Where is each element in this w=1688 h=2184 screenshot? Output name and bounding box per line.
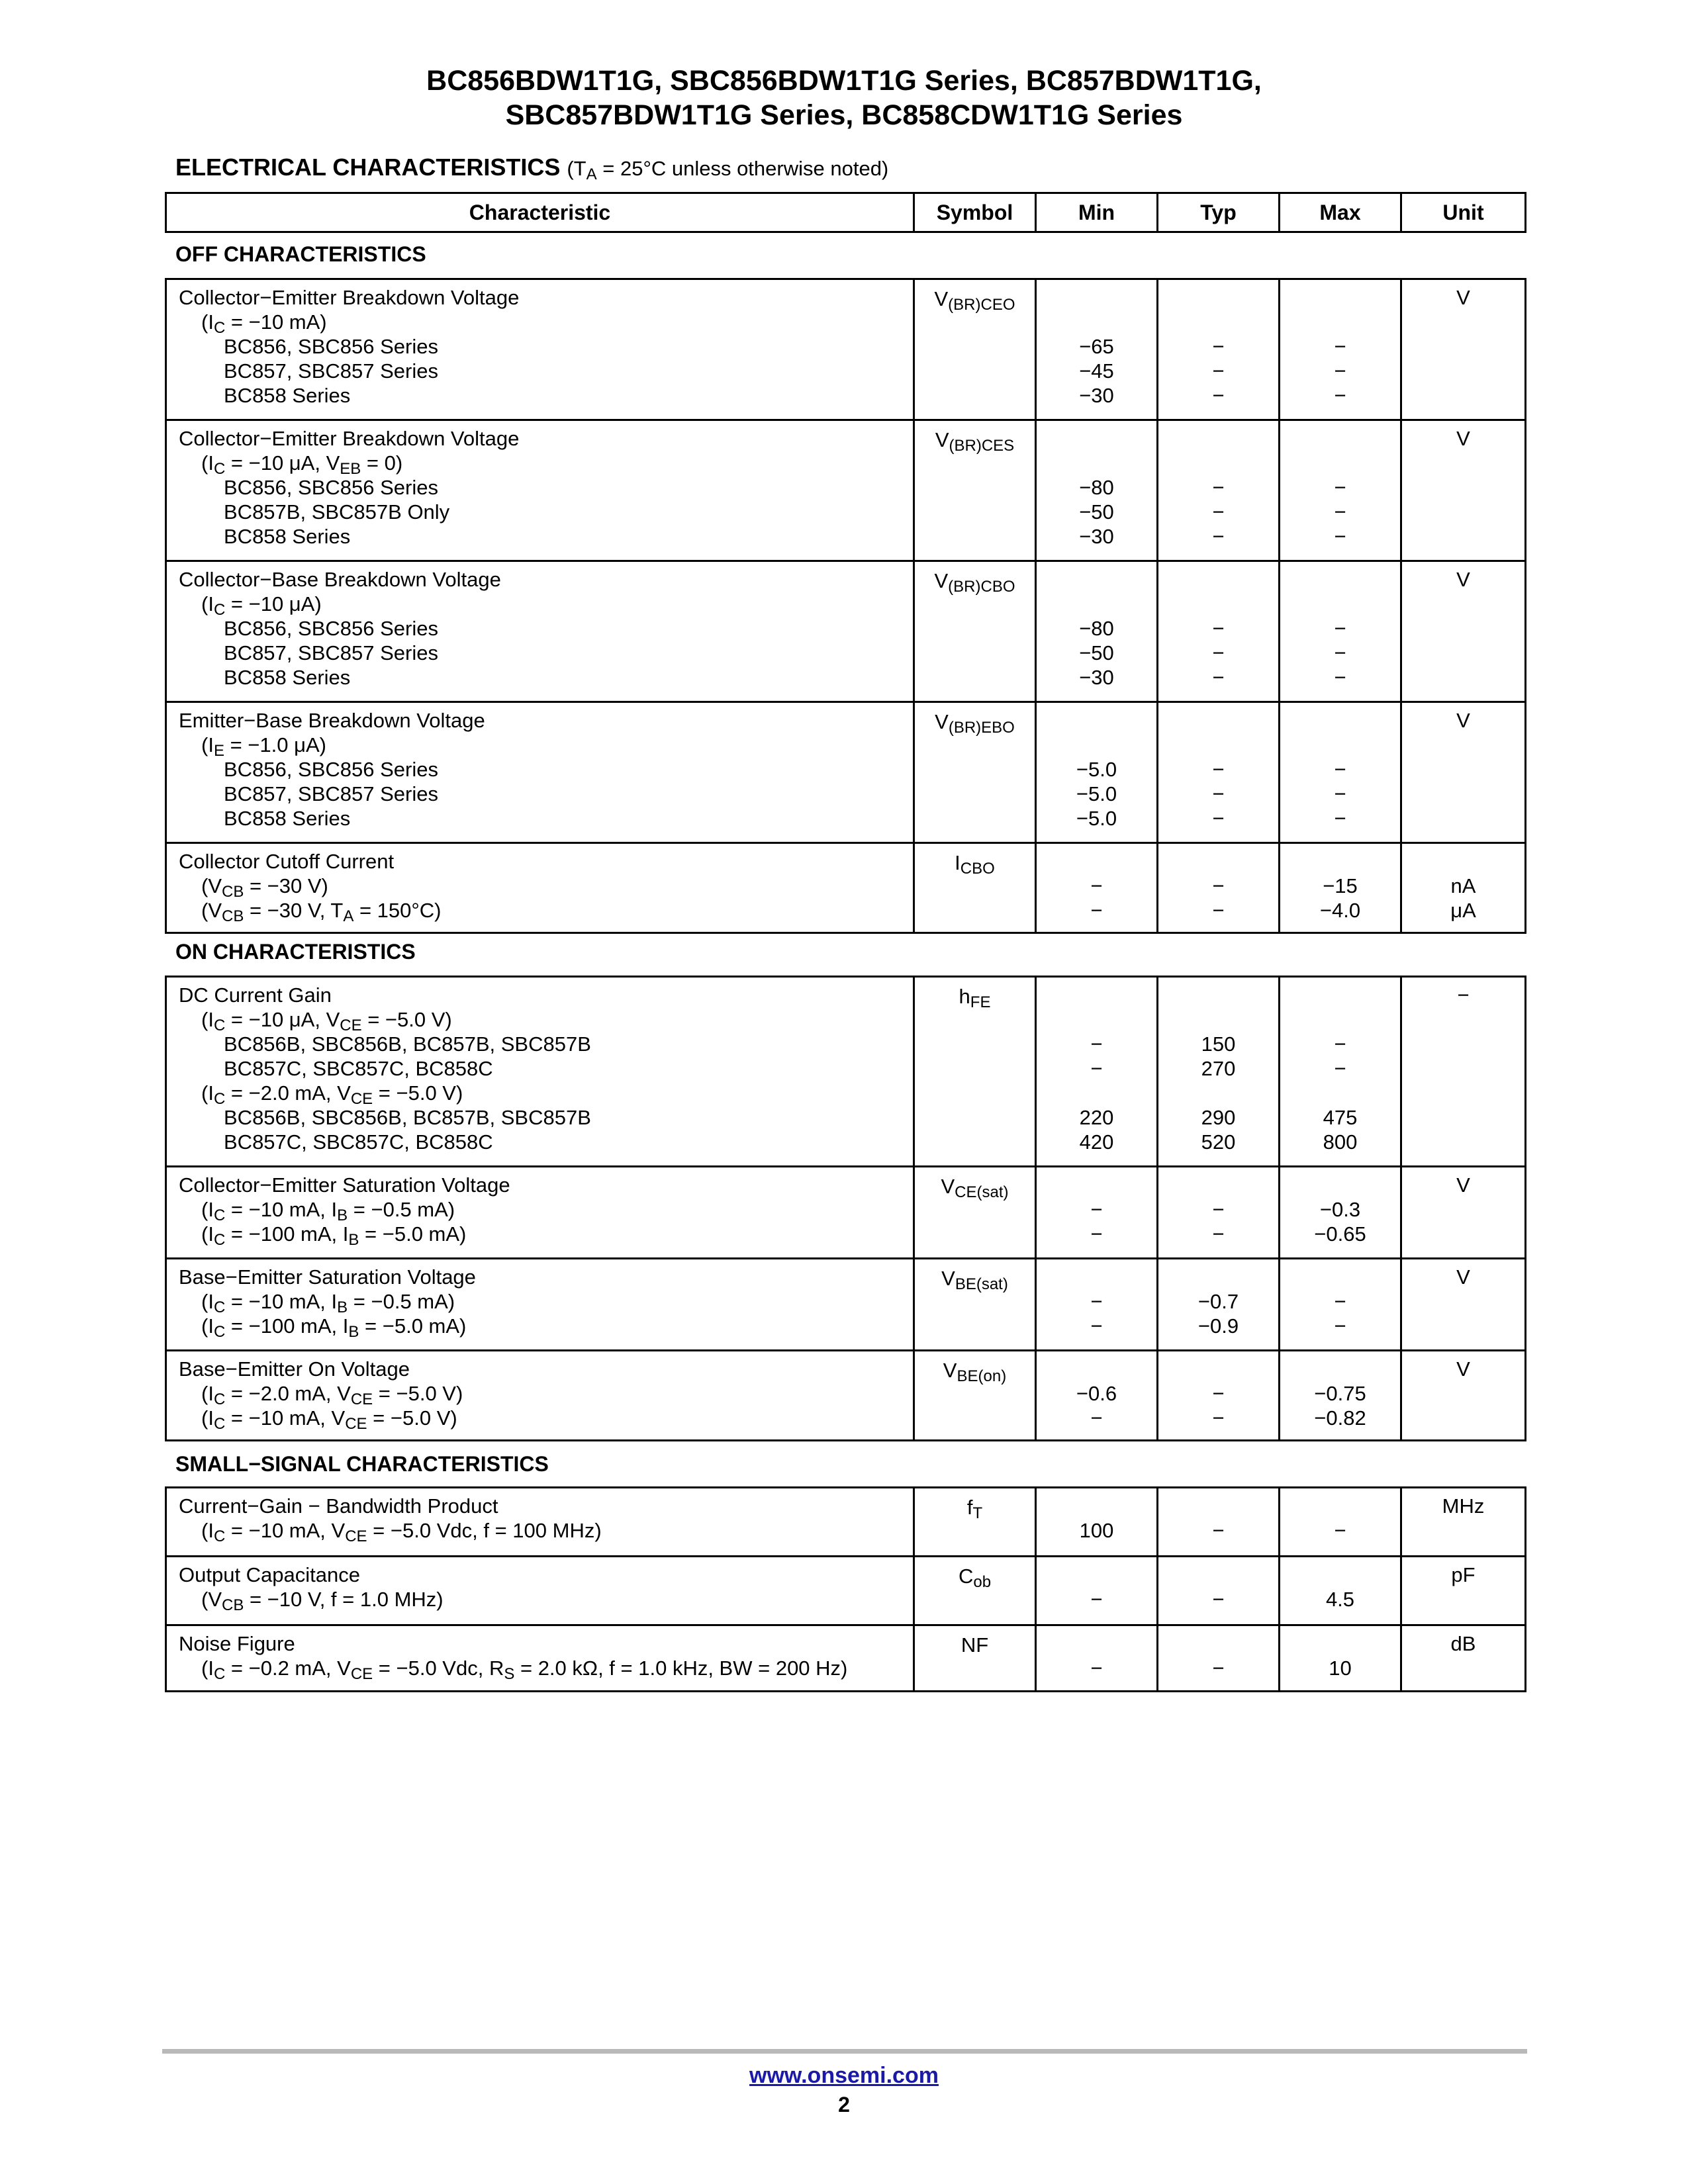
typ-cell: −: [1158, 1488, 1280, 1557]
min-cell: −80 −50 −30: [1036, 420, 1158, 561]
unit-cell: −: [1401, 977, 1526, 1167]
unit-cell: V: [1401, 702, 1526, 843]
symbol-cell: $I_{CBO}$: [914, 843, 1036, 933]
symbol-cell: $h_{FE}$: [914, 977, 1036, 1167]
characteristic-cell: Noise Figure ($I_C = -0.2$ mA, $V_{CE} = -5.0$ Vdc, $R_S = 2.0$ kΩ, f = 1.0 kHz, BW = 200 Hz): [166, 1625, 914, 1692]
unit-cell: nA μA: [1401, 843, 1526, 933]
characteristic-cell: Emitter−Base Breakdown Voltage ($I_E = -1.0$ μA) BC856, SBC856 Series BC857, SBC857 Series BC858 Series: [166, 702, 914, 843]
min-cell: − −: [1036, 843, 1158, 933]
table-row: [166, 1488, 1526, 1557]
unit-cell: dB: [1401, 1625, 1526, 1692]
unit-cell: V: [1401, 420, 1526, 561]
off-characteristics-heading: OFF CHARACTERISTICS: [175, 242, 426, 266]
website-link[interactable]: www.onsemi.com: [749, 2063, 939, 2088]
table-row: [166, 702, 1526, 843]
max-cell: − − −: [1280, 279, 1401, 420]
unit-cell: V: [1401, 1351, 1526, 1441]
footer-divider: [162, 2049, 1527, 2054]
on-characteristics-table: [165, 976, 1526, 1441]
spec-table-header: [165, 192, 1526, 233]
table-row: [166, 279, 1526, 420]
min-cell: −65 −45 −30: [1036, 279, 1158, 420]
max-cell: −: [1280, 1488, 1401, 1557]
characteristic-cell: Collector−Emitter Breakdown Voltage ($I_C = -10$ μA, $V_{EB} = 0$) BC856, SBC856 Series BC857B, SBC857B Only BC858 Series: [166, 420, 914, 561]
max-cell: 10: [1280, 1625, 1401, 1692]
typ-cell: − − −: [1158, 561, 1280, 702]
unit-cell: V: [1401, 1259, 1526, 1351]
symbol-cell: $V_{CE(sat)}$: [914, 1167, 1036, 1259]
characteristic-cell: Collector−Base Breakdown Voltage ($I_C = -10$ μA) BC856, SBC856 Series BC857, SBC857 Series BC858 Series: [166, 561, 914, 702]
symbol-cell: $f_T$: [914, 1488, 1036, 1557]
unit-cell: MHz: [1401, 1488, 1526, 1557]
characteristic-cell: Base−Emitter Saturation Voltage ($I_C = -10$ mA, $I_B = -0.5$ mA) ($I_C = -100$ mA, $I_B = -5.0$ mA): [166, 1259, 914, 1351]
typ-cell: −0.7 −0.9: [1158, 1259, 1280, 1351]
document-title: [0, 64, 1688, 132]
on-characteristics-heading: ON CHARACTERISTICS: [175, 940, 416, 964]
typ-cell: − − −: [1158, 279, 1280, 420]
max-cell: − − 475 800: [1280, 977, 1401, 1167]
min-cell: −: [1036, 1625, 1158, 1692]
small-signal-characteristics-heading: SMALL−SIGNAL CHARACTERISTICS: [175, 1452, 549, 1476]
min-cell: − −: [1036, 1167, 1158, 1259]
characteristic-cell: Output Capacitance ($V_{CB} = -10$ V, f = 1.0 MHz): [166, 1557, 914, 1625]
col-symbol: Symbol: [914, 193, 1036, 232]
min-cell: −0.6 −: [1036, 1351, 1158, 1441]
characteristic-cell: DC Current Gain ($I_C = -10$ μA, $V_{CE} = -5.0$ V) BC856B, SBC856B, BC857B, SBC857B BC857C, SBC857C, BC858C ($I_C = -2.0$ mA, $V_{CE} = -5.0$ V) BC856B, SBC856B, BC857B, SBC857B BC857C, SBC857C, BC858C: [166, 977, 914, 1167]
typ-cell: − −: [1158, 1167, 1280, 1259]
typ-cell: − −: [1158, 843, 1280, 933]
typ-cell: − −: [1158, 1351, 1280, 1441]
symbol-cell: $V_{BE(on)}$: [914, 1351, 1036, 1441]
symbol-cell: $V_{(BR)CES}$: [914, 420, 1036, 561]
max-cell: −0.75 −0.82: [1280, 1351, 1401, 1441]
unit-cell: V: [1401, 561, 1526, 702]
characteristic-cell: Base−Emitter On Voltage ($I_C = -2.0$ mA, $V_{CE} = -5.0$ V) ($I_C = -10$ mA, $V_{CE} = -5.0$ V): [166, 1351, 914, 1441]
min-cell: −80 −50 −30: [1036, 561, 1158, 702]
typ-cell: − − −: [1158, 702, 1280, 843]
small-signal-characteristics-table: [165, 1486, 1526, 1692]
characteristic-cell: Collector Cutoff Current ($V_{CB} = -30$ V) ($V_{CB} = -30$ V, $T_A = 150^\circ C$): [166, 843, 914, 933]
page-number: 2: [838, 2093, 850, 2116]
max-cell: − − −: [1280, 420, 1401, 561]
col-unit: Unit: [1401, 193, 1526, 232]
symbol-cell: $V_{(BR)CEO}$: [914, 279, 1036, 420]
unit-cell: V: [1401, 279, 1526, 420]
section-heading: [175, 154, 888, 181]
table-row: [166, 1625, 1526, 1692]
unit-cell: V: [1401, 1167, 1526, 1259]
table-row: [166, 977, 1526, 1167]
table-row: [166, 843, 1526, 933]
table-row: [166, 1259, 1526, 1351]
min-cell: − − 220 420: [1036, 977, 1158, 1167]
min-cell: 100: [1036, 1488, 1158, 1557]
section-heading-text: ELECTRICAL CHARACTERISTICS: [175, 154, 561, 181]
max-cell: −0.3 −0.65: [1280, 1167, 1401, 1259]
max-cell: − − −: [1280, 561, 1401, 702]
symbol-cell: $C_{ob}$: [914, 1557, 1036, 1625]
table-row: [166, 561, 1526, 702]
characteristic-cell: Collector−Emitter Saturation Voltage ($I_C = -10$ mA, $I_B = -0.5$ mA) ($I_C = -100$ mA, $I_B = -5.0$ mA): [166, 1167, 914, 1259]
table-row: [166, 1351, 1526, 1441]
symbol-cell: $V_{(BR)EBO}$: [914, 702, 1036, 843]
typ-cell: −: [1158, 1557, 1280, 1625]
title-line-2: SBC857BDW1T1G Series, BC858CDW1T1G Series: [505, 99, 1183, 131]
col-typ: Typ: [1158, 193, 1280, 232]
table-row: [166, 1167, 1526, 1259]
max-cell: 4.5: [1280, 1557, 1401, 1625]
max-cell: − − −: [1280, 702, 1401, 843]
section-condition: ($T_A = 25^\circ C$ unless otherwise noted): [567, 157, 889, 183]
max-cell: −15 −4.0: [1280, 843, 1401, 933]
table-row: [166, 1557, 1526, 1625]
col-max: Max: [1280, 193, 1401, 232]
characteristic-cell: Current−Gain − Bandwidth Product ($I_C = -10$ mA, $V_{CE} = -5.0$ Vdc, f = 100 MHz): [166, 1488, 914, 1557]
symbol-cell: $V_{(BR)CBO}$: [914, 561, 1036, 702]
max-cell: − −: [1280, 1259, 1401, 1351]
min-cell: − −: [1036, 1259, 1158, 1351]
typ-cell: −: [1158, 1625, 1280, 1692]
table-header-row: [166, 193, 1526, 232]
min-cell: −5.0 −5.0 −5.0: [1036, 702, 1158, 843]
min-cell: −: [1036, 1557, 1158, 1625]
table-row: [166, 420, 1526, 561]
col-characteristic: Characteristic: [166, 193, 914, 232]
characteristic-cell: Collector−Emitter Breakdown Voltage ($I_C = -10$ mA) BC856, SBC856 Series BC857, SBC857 Series BC858 Series: [166, 279, 914, 420]
off-characteristics-table: [165, 278, 1526, 934]
typ-cell: − − −: [1158, 420, 1280, 561]
unit-cell: pF: [1401, 1557, 1526, 1625]
symbol-cell: NF: [914, 1625, 1036, 1692]
symbol-cell: $V_{BE(sat)}$: [914, 1259, 1036, 1351]
title-line-1: BC856BDW1T1G, SBC856BDW1T1G Series, BC857BDW1T1G,: [426, 65, 1262, 97]
col-min: Min: [1036, 193, 1158, 232]
typ-cell: 150 270 290 520: [1158, 977, 1280, 1167]
